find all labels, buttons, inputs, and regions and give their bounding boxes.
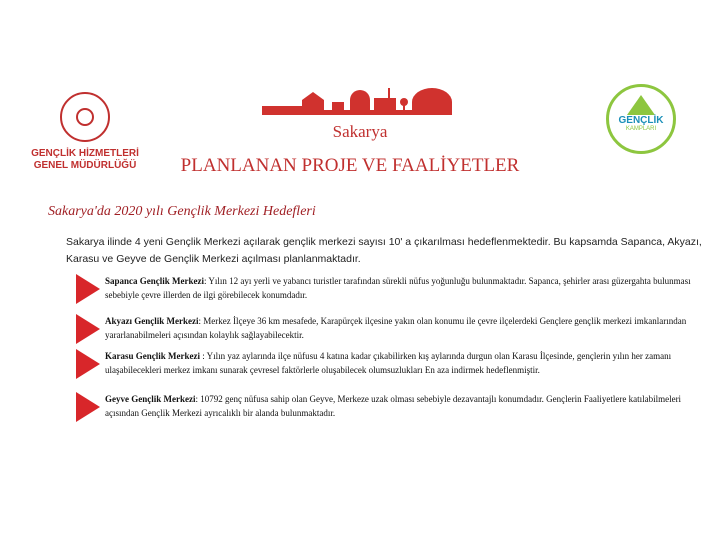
tent-icon	[627, 95, 655, 115]
list-item	[76, 349, 706, 377]
bullet-triangle-icon	[76, 392, 100, 422]
intro-paragraph: Sakarya ilinde 4 yeni Gençlik Merkezi açılarak gençlik merkezi sayısı 10' a çıkarılması hedeflenmektedir. Bu kapsamda Sapanca, Akyazı, Karasu ve Geyve de Gençlik Merkezi açılması planlanmaktadır.	[66, 236, 702, 265]
city-name: Sakarya	[332, 122, 388, 141]
list-item	[76, 314, 706, 342]
logo-line-2: GENEL MÜDÜRLÜĞÜ	[33, 160, 137, 171]
sakarya-skyline-icon	[262, 88, 452, 116]
item-text: : Yılın yaz aylarında ilçe nüfusu 4 katına kadar çıkabilirken kış aylarında durgun olan Karasu İlçesinde, gençlerin yılın her zamanı ulaşabilecekleri merkez imkanı sunarak çevresel faktörlerle oluşabilecek olumsuzlukları En aza indirmek hedeflenmiştir.	[105, 351, 672, 375]
logo-line-1: GENÇLİK HİZMETLERİ	[31, 148, 139, 159]
section-heading: Sakarya'da 2020 yılı Gençlik Merkezi Hedefleri	[48, 204, 316, 219]
item-name: Akyazı Gençlik Merkezi	[105, 316, 199, 326]
item-text: : Yılın 12 ayı yerli ve yabancı turistler tarafından sürekli nüfus yoğunluğu bulunmaktadır. Sapanca, şehirler arası güzergahta bulunması sebebiyle çevre illerden de ilgi görebilecek konumdadır.	[105, 276, 691, 300]
bullet-triangle-icon	[76, 314, 100, 344]
bullet-triangle-icon	[76, 349, 100, 379]
item-text: : 10792 genç nüfusa sahip olan Geyve, Merkeze uzak olması sebebiyle dezavantajlı konumdadır. Gençlerin Faaliyetlere katılabilmeleri açısından Gençlik Merkezi ayrıcalıklı bir alanda bulunmaktadır.	[105, 394, 682, 418]
logo-sub-text: KAMPLARI	[625, 126, 657, 132]
item-name: Sapanca Gençlik Merkezi	[105, 276, 204, 286]
item-name: Geyve Gençlik Merkezi	[105, 394, 196, 404]
genclik-kamplari-logo	[606, 84, 676, 154]
list-item	[76, 274, 706, 302]
logo-main-text: GENÇLİK	[618, 115, 664, 126]
item-name: Karasu Gençlik Merkezi	[105, 351, 200, 361]
bullet-triangle-icon	[76, 274, 100, 304]
list-item	[76, 392, 706, 420]
page-title: PLANLANAN PROJE VE FAALİYETLER	[180, 155, 520, 176]
item-text: : Merkez İlçeye 36 km mesafede, Karapürçek ilçesine yakın olan konumu ile çevre ilçelerdeki Gençlere gençlik merkezi imkanlarından yararlanabilmeleri açısından kolaylık sağlayabilecektir.	[105, 316, 687, 340]
